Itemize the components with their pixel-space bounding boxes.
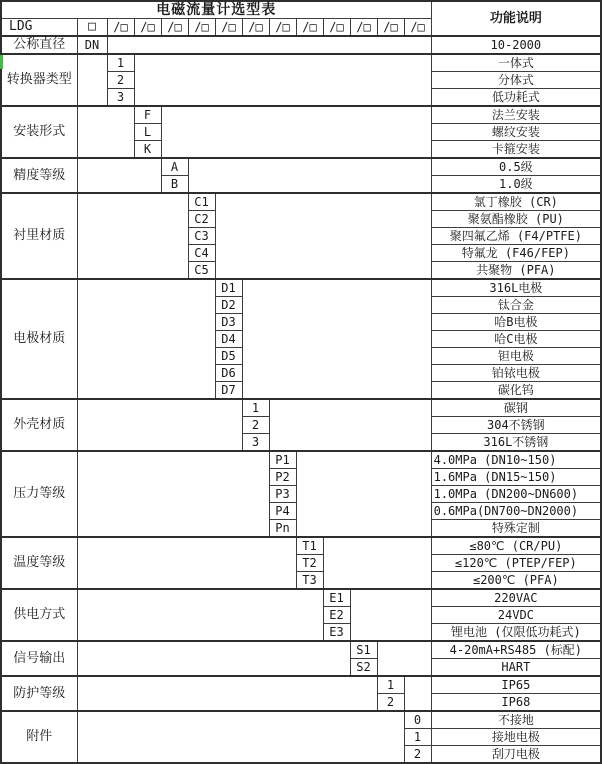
- code-cell-pressure-rating-P3: P3: [269, 486, 296, 503]
- left-edge-artifact: [0, 55, 3, 69]
- category-label-temperature-rating: 温度等级: [1, 537, 77, 589]
- spacer-right-signal-output: [377, 641, 431, 676]
- desc-cell-power-supply-E2: 24VDC: [431, 607, 601, 624]
- model-slot-cell: /□: [323, 19, 350, 37]
- category-label-electrode-material: 电极材质: [1, 279, 77, 399]
- desc-cell-electrode-material-D3: 哈B电极: [431, 314, 601, 331]
- model-slot-cell: /□: [107, 19, 134, 37]
- code-cell-electrode-material-D4: D4: [215, 331, 242, 348]
- code-cell-liner-material-C3: C3: [188, 228, 215, 245]
- desc-cell-pressure-rating-P4: 0.6MPa(DN700~DN2000): [431, 503, 601, 520]
- category-label-accessories: 附件: [1, 711, 77, 763]
- code-cell-electrode-material-D2: D2: [215, 297, 242, 314]
- category-label-power-supply: 供电方式: [1, 589, 77, 641]
- desc-cell-power-supply-E3: 锂电池 (仅限低功耗式): [431, 624, 601, 642]
- spacer-left-housing-material: [77, 399, 242, 451]
- category-label-liner-material: 衬里材质: [1, 193, 77, 279]
- desc-cell-installation-type-L: 螺纹安装: [431, 124, 601, 141]
- code-cell-power-supply-E2: E2: [323, 607, 350, 624]
- title-row: [1, 1, 601, 19]
- category-label-housing-material: 外壳材质: [1, 399, 77, 451]
- desc-cell-liner-material-C2: 聚氨酯橡胶 (PU): [431, 211, 601, 228]
- desc-cell-electrode-material-D6: 铂铱电极: [431, 365, 601, 382]
- code-cell-pressure-rating-P2: P2: [269, 469, 296, 486]
- model-slot-cell: /□: [296, 19, 323, 37]
- model-prefix: LDG: [1, 19, 77, 37]
- desc-cell-temperature-rating-T3: ≤200℃ (PFA): [431, 572, 601, 590]
- code-cell-pressure-rating-P1: P1: [269, 451, 296, 469]
- model-slot-cell: /□: [188, 19, 215, 37]
- desc-cell-pressure-rating-P1: 4.0MPa (DN10~150): [431, 451, 601, 469]
- spacer-right-housing-material: [269, 399, 431, 451]
- desc-cell-electrode-material-D5: 钽电极: [431, 348, 601, 365]
- spacer-nominal-diameter: [107, 36, 431, 54]
- desc-cell-electrode-material-D1: 316L电极: [431, 279, 601, 297]
- desc-cell-electrode-material-D7: 碳化钨: [431, 382, 601, 400]
- desc-cell-transducer-type-2: 分体式: [431, 72, 601, 89]
- code-cell-liner-material-C5: C5: [188, 262, 215, 280]
- code-cell-liner-material-C4: C4: [188, 245, 215, 262]
- model-slot-cell: /□: [242, 19, 269, 37]
- row-protection-rating-1: [1, 676, 601, 694]
- category-label-nominal-diameter: 公称直径: [1, 36, 77, 54]
- desc-cell-pressure-rating-Pn: 特殊定制: [431, 520, 601, 538]
- spacer-right-pressure-rating: [296, 451, 431, 537]
- desc-cell-protection-rating-2: IP68: [431, 694, 601, 712]
- row-housing-material-1: [1, 399, 601, 417]
- code-cell-nominal-diameter-DN: DN: [77, 36, 107, 54]
- category-label-transducer-type: 转换器类型: [1, 54, 77, 106]
- code-cell-temperature-rating-T2: T2: [296, 555, 323, 572]
- model-slot-cell: /□: [161, 19, 188, 37]
- desc-cell-electrode-material-D2: 钛合金: [431, 297, 601, 314]
- desc-cell-pressure-rating-P3: 1.0MPa (DN200~DN600): [431, 486, 601, 503]
- code-cell-housing-material-2: 2: [242, 417, 269, 434]
- desc-cell-temperature-rating-T1: ≤80℃ (CR/PU): [431, 537, 601, 555]
- row-accuracy-class-A: [1, 158, 601, 176]
- function-description-header: 功能说明: [431, 1, 601, 36]
- code-cell-electrode-material-D5: D5: [215, 348, 242, 365]
- category-label-pressure-rating: 压力等级: [1, 451, 77, 537]
- row-power-supply-E1: [1, 589, 601, 607]
- table-title: 电磁流量计选型表: [1, 1, 431, 19]
- code-cell-electrode-material-D6: D6: [215, 365, 242, 382]
- row-temperature-rating-T1: [1, 537, 601, 555]
- code-cell-liner-material-C1: C1: [188, 193, 215, 211]
- model-slot-cell: /□: [215, 19, 242, 37]
- code-cell-signal-output-S1: S1: [350, 641, 377, 659]
- code-cell-transducer-type-1: 1: [107, 54, 134, 72]
- spacer-left-accessories: [77, 711, 404, 763]
- spacer-left-signal-output: [77, 641, 350, 676]
- code-cell-transducer-type-3: 3: [107, 89, 134, 107]
- code-cell-installation-type-F: F: [134, 106, 161, 124]
- code-cell-liner-material-C2: C2: [188, 211, 215, 228]
- spacer-left-pressure-rating: [77, 451, 269, 537]
- nominal-diameter-row: [1, 36, 601, 54]
- desc-cell-signal-output-S1: 4-20mA+RS485 (标配): [431, 641, 601, 659]
- code-cell-pressure-rating-Pn: Pn: [269, 520, 296, 538]
- desc-cell-liner-material-C3: 聚四氟乙烯 (F4/PTFE): [431, 228, 601, 245]
- desc-cell-electrode-material-D4: 哈C电极: [431, 331, 601, 348]
- spacer-right-liner-material: [215, 193, 431, 279]
- desc-cell-temperature-rating-T2: ≤120℃ (PTEP/FEP): [431, 555, 601, 572]
- desc-cell-pressure-rating-P2: 1.6MPa (DN15~150): [431, 469, 601, 486]
- code-cell-protection-rating-2: 2: [377, 694, 404, 712]
- code-cell-power-supply-E1: E1: [323, 589, 350, 607]
- row-liner-material-C1: [1, 193, 601, 211]
- model-slot-cell: /□: [134, 19, 161, 37]
- desc-cell-accuracy-class-B: 1.0级: [431, 176, 601, 194]
- code-cell-housing-material-3: 3: [242, 434, 269, 452]
- code-cell-signal-output-S2: S2: [350, 659, 377, 677]
- code-cell-electrode-material-D3: D3: [215, 314, 242, 331]
- code-cell-electrode-material-D1: D1: [215, 279, 242, 297]
- desc-cell-installation-type-F: 法兰安装: [431, 106, 601, 124]
- spacer-right-electrode-material: [242, 279, 431, 399]
- desc-cell-power-supply-E1: 220VAC: [431, 589, 601, 607]
- desc-cell-signal-output-S2: HART: [431, 659, 601, 677]
- code-cell-pressure-rating-P4: P4: [269, 503, 296, 520]
- spacer-left-transducer-type: [77, 54, 107, 106]
- desc-cell-liner-material-C5: 共聚物 (PFA): [431, 262, 601, 280]
- desc-cell-housing-material-3: 316L不锈钢: [431, 434, 601, 452]
- spacer-left-protection-rating: [77, 676, 377, 711]
- code-cell-accessories-2: 2: [404, 746, 431, 764]
- code-cell-accuracy-class-B: B: [161, 176, 188, 194]
- desc-cell-accessories-1: 接地电极: [431, 729, 601, 746]
- row-electrode-material-D1: [1, 279, 601, 297]
- desc-cell-nominal-diameter: 10-2000: [431, 36, 601, 54]
- code-cell-housing-material-1: 1: [242, 399, 269, 417]
- category-label-protection-rating: 防护等级: [1, 676, 77, 711]
- code-cell-transducer-type-2: 2: [107, 72, 134, 89]
- spacer-right-installation-type: [161, 106, 431, 158]
- desc-cell-housing-material-2: 304不锈钢: [431, 417, 601, 434]
- row-installation-type-F: [1, 106, 601, 124]
- code-cell-accuracy-class-A: A: [161, 158, 188, 176]
- spacer-left-installation-type: [77, 106, 134, 158]
- code-cell-accessories-0: 0: [404, 711, 431, 729]
- spacer-left-liner-material: [77, 193, 188, 279]
- code-cell-accessories-1: 1: [404, 729, 431, 746]
- desc-cell-liner-material-C4: 特氟龙 (F46/FEP): [431, 245, 601, 262]
- category-label-installation-type: 安装形式: [1, 106, 77, 158]
- code-cell-temperature-rating-T1: T1: [296, 537, 323, 555]
- code-cell-installation-type-K: K: [134, 141, 161, 159]
- spacer-right-power-supply: [350, 589, 431, 641]
- code-cell-protection-rating-1: 1: [377, 676, 404, 694]
- desc-cell-housing-material-1: 碳钢: [431, 399, 601, 417]
- model-slot-cell: /□: [269, 19, 296, 37]
- model-slot-cell: /□: [377, 19, 404, 37]
- row-pressure-rating-P1: [1, 451, 601, 469]
- model-slot-cell: /□: [350, 19, 377, 37]
- spacer-right-accuracy-class: [188, 158, 431, 193]
- spacer-left-electrode-material: [77, 279, 215, 399]
- spacer-left-power-supply: [77, 589, 323, 641]
- spacer-left-temperature-rating: [77, 537, 296, 589]
- desc-cell-transducer-type-3: 低功耗式: [431, 89, 601, 107]
- desc-cell-protection-rating-1: IP65: [431, 676, 601, 694]
- code-cell-temperature-rating-T3: T3: [296, 572, 323, 590]
- category-label-signal-output: 信号输出: [1, 641, 77, 676]
- row-transducer-type-1: [1, 54, 601, 72]
- code-cell-installation-type-L: L: [134, 124, 161, 141]
- code-cell-power-supply-E3: E3: [323, 624, 350, 642]
- row-signal-output-S1: [1, 641, 601, 659]
- spacer-left-accuracy-class: [77, 158, 161, 193]
- category-label-accuracy-class: 精度等级: [1, 158, 77, 193]
- desc-cell-transducer-type-1: 一体式: [431, 54, 601, 72]
- row-accessories-0: [1, 711, 601, 729]
- spacer-right-protection-rating: [404, 676, 431, 711]
- desc-cell-installation-type-K: 卡箍安装: [431, 141, 601, 159]
- model-box-cell: □: [77, 19, 107, 37]
- spacer-right-transducer-type: [134, 54, 431, 106]
- desc-cell-accessories-2: 刮刀电极: [431, 746, 601, 764]
- desc-cell-liner-material-C1: 氯丁橡胶 (CR): [431, 193, 601, 211]
- spacer-right-temperature-rating: [323, 537, 431, 589]
- desc-cell-accessories-0: 不接地: [431, 711, 601, 729]
- code-cell-electrode-material-D7: D7: [215, 382, 242, 400]
- model-slot-cell: /□: [404, 19, 431, 37]
- desc-cell-accuracy-class-A: 0.5级: [431, 158, 601, 176]
